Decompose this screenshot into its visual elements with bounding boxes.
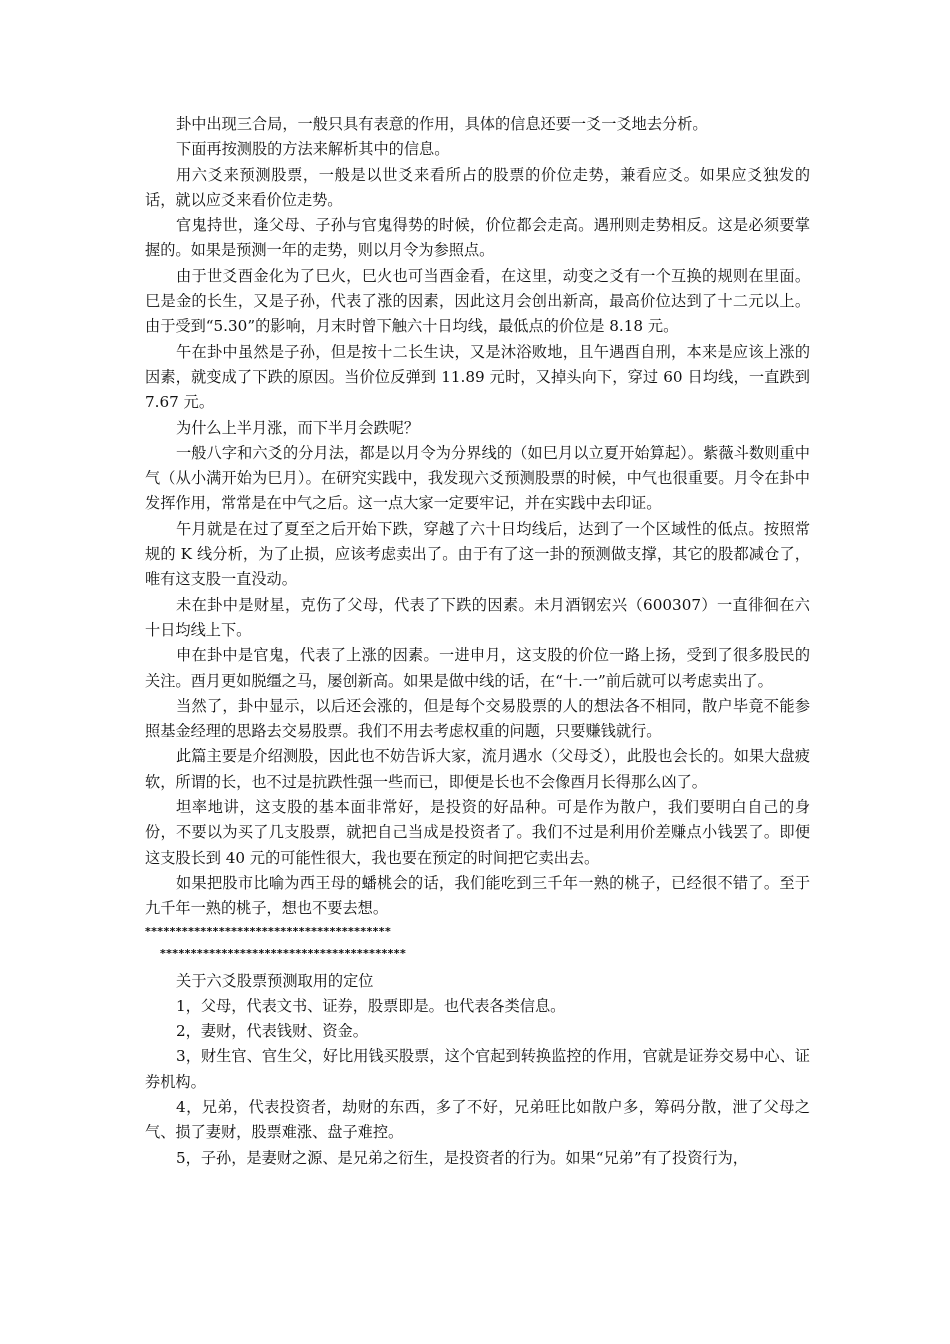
paragraph: 此篇主要是介绍测股，因此也不妨告诉大家，流月遇水（父母爻），此股也会长的。如果大盘疲软，所谓的长，也不过是抗跌性强一些而已，即便是长也不会像酉月长得那么凶了。 [145, 747, 810, 791]
paragraph: 一般八字和六爻的分月法，都是以月令为分界线的（如巳月以立夏开始算起）。紫薇斗数则重中气（从小满开始为巳月）。在研究实践中，我发现六爻预测股票的时候，中气也很重要。月令在卦中发挥作用，常常是在中气之后。这一点大家一定要牢记，并在实践中去印证。 [145, 443, 810, 513]
paragraph: 坦率地讲，这支股的基本面非常好，是投资的好品种。可是作为散户，我们要明白自己的身份，不要以为买了几支股票，就把自己当成是投资者了。我们不过是利用价差赚点小钱罢了。即便这支股长到 40 元的可能性很大，我也要在预定的时间把它卖出去。 [145, 798, 810, 867]
paragraph: 午月就是在过了夏至之后开始下跌，穿越了六十日均线后，达到了一个区域性的低点。按照常规的 K 线分析，为了止损，应该考虑卖出了。由于有了这一卦的预测做支撑，其它的股都减仓了，唯有这支股一直没动。 [145, 519, 810, 589]
paragraph: 未在卦中是财星，克伤了父母，代表了下跌的因素。未月酒钢宏兴（600307）一直徘徊在六十日均线上下。 [145, 595, 810, 639]
list-item: 3，财生官、官生父，好比用钱买股票，这个官起到转换监控的作用，官就是证券交易中心、证券机构。 [145, 1047, 810, 1091]
list-item: 2，妻财，代表钱财、资金。 [176, 1022, 368, 1041]
list-item: 1，父母，代表文书、证券，股票即是。也代表各类信息。 [176, 996, 566, 1015]
paragraph: 当然了，卦中显示，以后还会涨的，但是每个交易股票的人的想法各不相同，散户毕竟不能参照基金经理的思路去交易股票。我们不用去考虑权重的问题，只要赚钱就行。 [145, 696, 810, 741]
paragraph: 用六爻来预测股票，一般是以世爻来看所占的股票的价位走势，兼看应爻。如果应爻独发的话，就以应爻来看价位走势。 [145, 165, 810, 209]
separator-line: **************************************** [160, 946, 407, 960]
paragraph: 下面再按测股的方法来解析其中的信息。 [176, 140, 450, 159]
list-item: 4，兄弟，代表投资者，劫财的东西，多了不好，兄弟旺比如散户多，筹码分散，泄了父母之气、损了妻财，股票难涨、盘子难控。 [145, 1097, 810, 1142]
list-item: 5，子孙，是妻财之源、是兄弟之衍生，是投资者的行为。如果“兄弟”有了投资行为， [176, 1148, 748, 1167]
paragraph: 申在卦中是官鬼，代表了上涨的因素。一进申月，这支股的价位一路上扬，受到了很多股民的关注。酉月更如脱缰之马，屡创新高。如果是做中线的话，在“十.一”前后就可以考虑卖出了。 [145, 646, 810, 690]
document-body [145, 112, 810, 1171]
paragraph: 为什么上半月涨，而下半月会跌呢？ [176, 418, 419, 437]
paragraph: 午在卦中虽然是子孙，但是按十二长生诀，又是沐浴败地，且午遇酉自刑，本来是应该上涨的因素，就变成了下跌的原因。当价位反弹到 11.89 元时，又掉头向下，穿过 60 日均线，一直跌到 7.67 元。 [145, 342, 810, 412]
paragraph: 如果把股市比喻为西王母的蟠桃会的话，我们能吃到三千年一熟的桃子，已经很不错了。至于九千年一熟的桃子，想也不要去想。 [145, 873, 810, 918]
section-heading: 关于六爻股票预测取用的定位 [176, 971, 374, 990]
paragraph: 由于世爻酉金化为了巳火，巳火也可当酉金看，在这里，动变之爻有一个互换的规则在里面。巳是金的长生，又是子孙，代表了涨的因素，因此这月会创出新高，最高价位达到了十二元以上。由于受到“5.30”的影响，月末时曾下触六十日均线，最低点的价位是 8.18 元。 [145, 266, 810, 336]
paragraph: 官鬼持世，逢父母、子孙与官鬼得势的时候，价位都会走高。遇刑则走势相反。这是必须要掌握的。如果是预测一年的走势，则以月令为参照点。 [145, 216, 810, 260]
separator-line: **************************************** [145, 924, 392, 938]
paragraph: 卦中出现三合局，一般只具有表意的作用，具体的信息还要一爻一爻地去分析。 [176, 115, 708, 133]
